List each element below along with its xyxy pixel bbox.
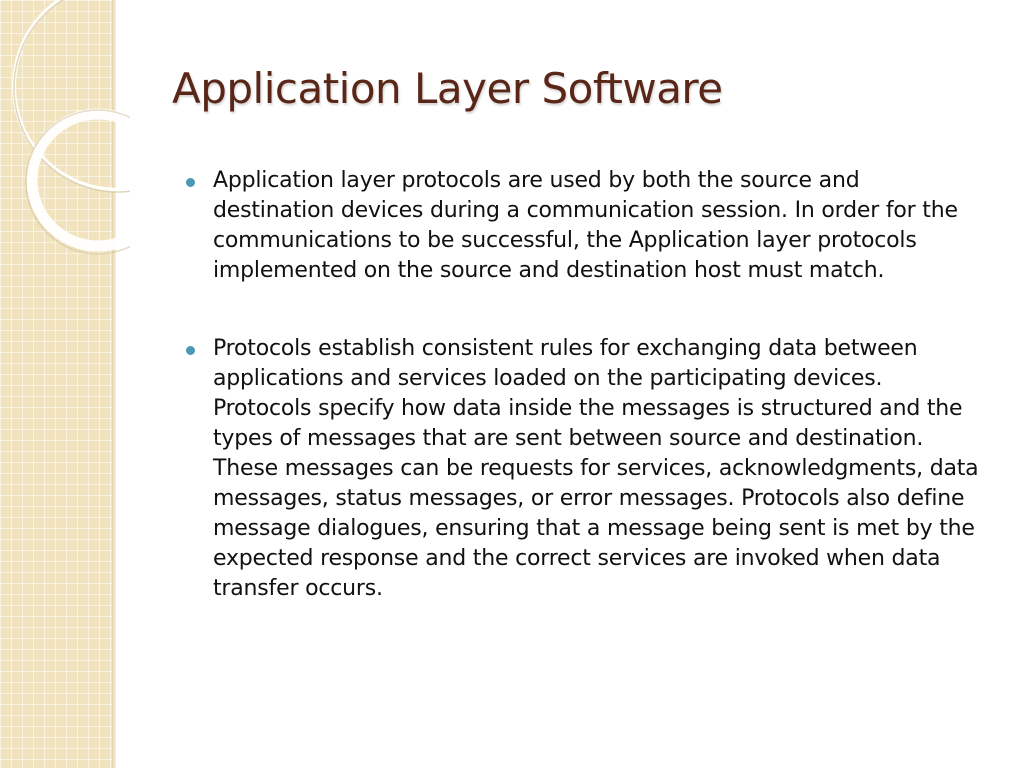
decorative-rings [0, 0, 130, 260]
bullet-list [186, 166, 986, 652]
bullet-item [186, 166, 986, 286]
bullet-dot-icon [186, 346, 195, 355]
bullet-text: Protocols establish consistent rules for exchanging data between applications and services loaded on the participating devices. Protocols specify how data inside the messages is structured and the types of messages that are sent between source and destination. These messages can be requests for services, acknowledgments, data messages, status messages, or error messages. Protocols also define message dialogues, ensuring that a message being sent is met by the expected response and the correct services are invoked when data transfer occurs. [213, 336, 979, 601]
bullet-text: Application layer protocols are used by both the source and destination devices during a communication session. In order for the communications to be successful, the Application layer protocols implemented on the source and destination host must match. [213, 168, 958, 283]
bullet-item [186, 334, 986, 604]
decorative-ring-small [32, 114, 130, 246]
bullet-dot-icon [186, 178, 195, 187]
slide-title: Application Layer Software [172, 64, 723, 113]
